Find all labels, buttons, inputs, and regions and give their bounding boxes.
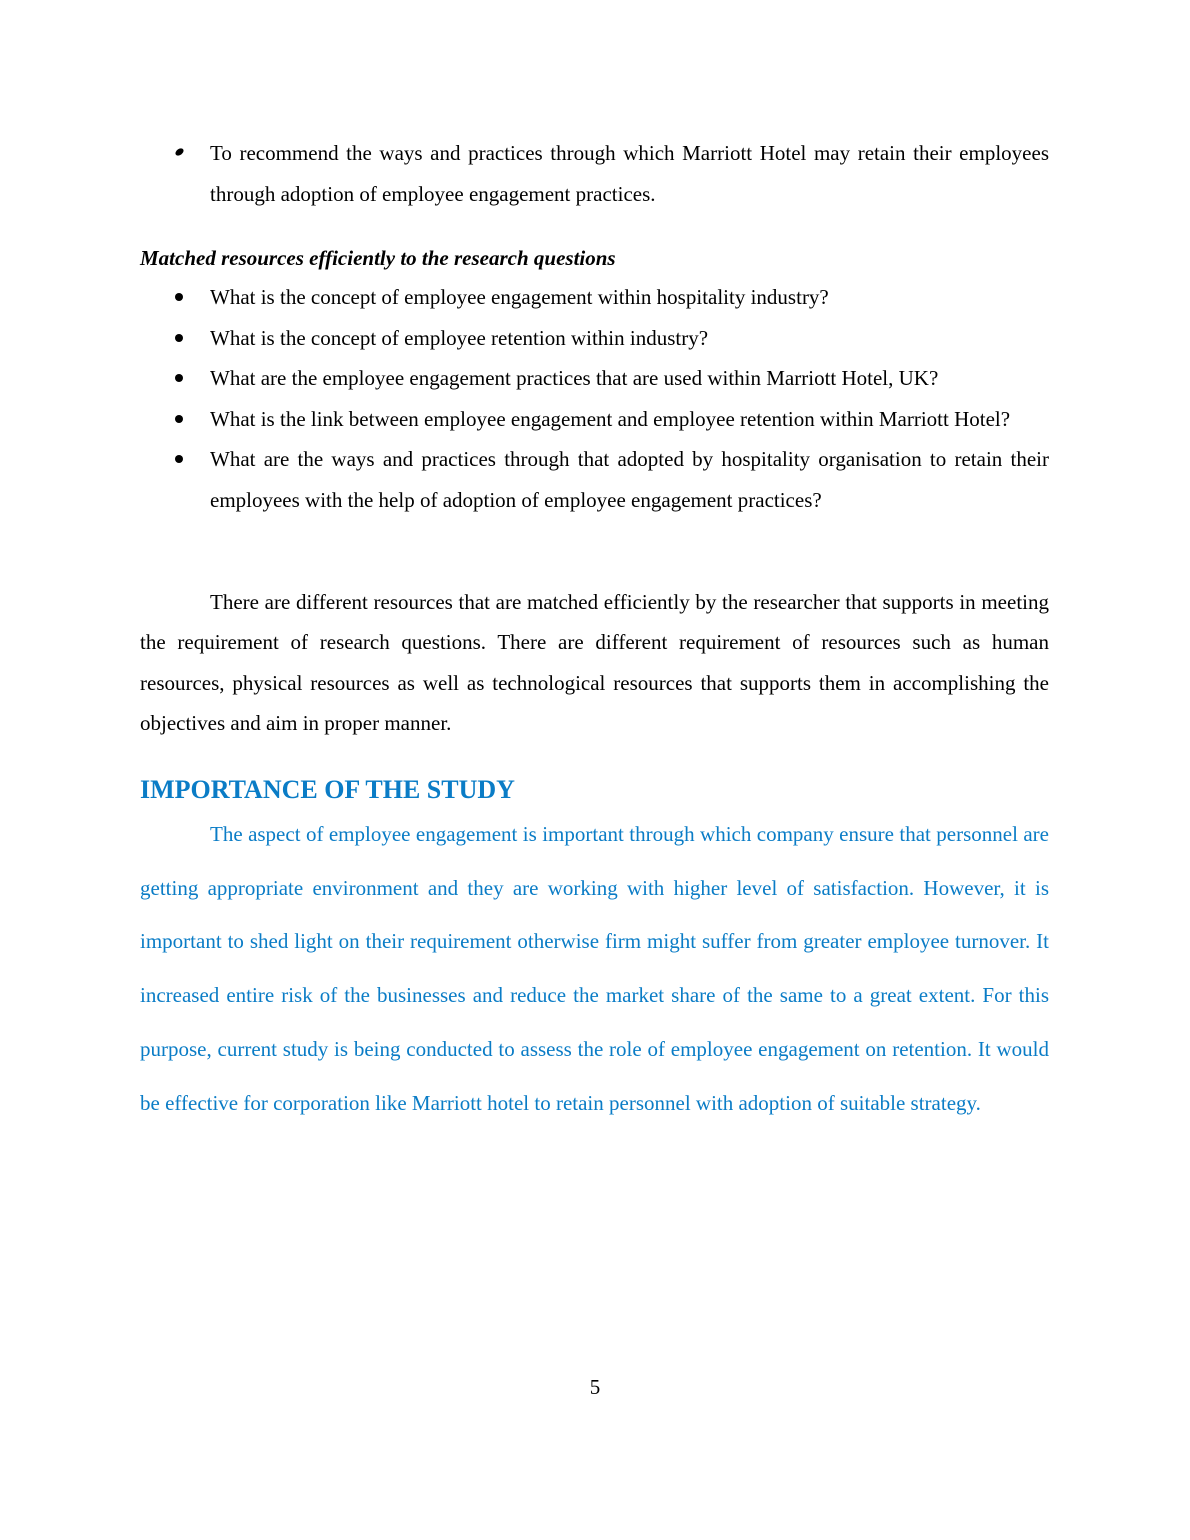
- list-item: [140, 358, 1049, 399]
- question-text: What are the ways and practices through that adopted by hospitality organisation to retain their employees with the help of adoption of employee engagement practices?: [210, 447, 1049, 512]
- objective-text: To recommend the ways and practices through which Marriott Hotel may retain their employees through adoption of employee engagement practices.: [210, 141, 1049, 206]
- question-text: What is the concept of employee retention within industry?: [210, 325, 709, 350]
- objectives-list: [140, 133, 1049, 214]
- bullet-icon: [175, 334, 183, 342]
- question-text: What are the employee engagement practices that are used within Marriott Hotel, UK?: [210, 366, 939, 390]
- bullet-icon: [175, 293, 183, 301]
- list-item: [140, 399, 1049, 440]
- question-text: What is the concept of employee engagement within hospitality industry?: [210, 285, 829, 309]
- importance-heading: IMPORTANCE OF THE STUDY: [140, 775, 515, 804]
- question-text: What is the link between employee engagement and employee retention within Marriott Hotel?: [210, 406, 1011, 431]
- resources-subheading: Matched resources efficiently to the research questions: [140, 246, 616, 270]
- bullet-icon: [175, 415, 183, 423]
- page-number: 5: [589, 1375, 601, 1399]
- bullet-icon: [174, 147, 185, 157]
- research-questions-list: [140, 277, 1049, 520]
- resources-paragraph: There are different resources that are matched efficiently by the researcher that supports in meeting the requirement of research questions. There are different requirement of resources such as human resources, physical resources as well as technological resources that supports them in accomplishing the objectives and aim in proper manner.: [140, 590, 1049, 735]
- bullet-icon: [175, 374, 183, 382]
- list-item: [140, 277, 1049, 318]
- list-item: [140, 133, 1049, 214]
- list-item: [140, 439, 1049, 520]
- list-item: [140, 318, 1049, 359]
- bullet-icon: [175, 455, 183, 463]
- importance-paragraph: The aspect of employee engagement is important through which company ensure that personnel are getting appropriate environment and they are working with higher level of satisfaction. However, it is important to shed light on their requirement otherwise firm might suffer from greater employee turnover. It increased entire risk of the businesses and reduce the market share of the same to a great extent. For this purpose, current study is being conducted to assess the role of employee engagement on retention. It would be effective for corporation like Marriott hotel to retain personnel with adoption of suitable strategy.: [140, 822, 1049, 1115]
